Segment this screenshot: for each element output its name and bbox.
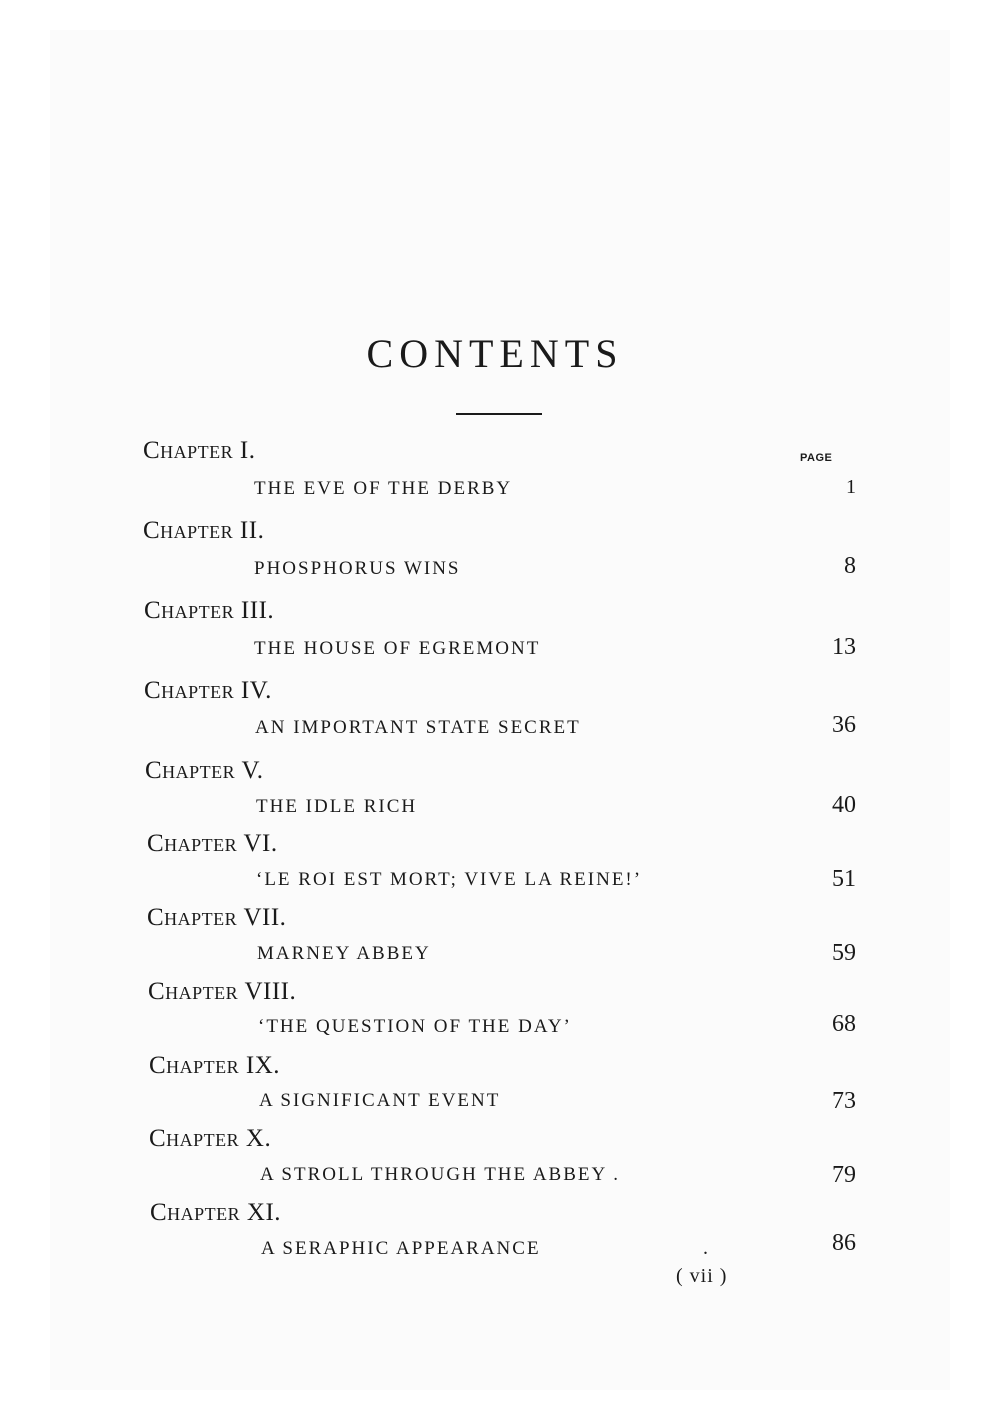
chapter-title: THE HOUSE OF EGREMONT <box>254 638 541 659</box>
chapter-title: AN IMPORTANT STATE SECRET <box>255 717 581 738</box>
chapter-title: ‘LE ROI EST MORT; VIVE LA REINE!’ <box>256 869 643 890</box>
chapter-page-number: 68 <box>832 1011 856 1037</box>
chapter-heading: Chapter IV. <box>144 677 272 704</box>
chapter-page-number: 40 <box>832 792 856 818</box>
chapter-page-number: 86 <box>832 1230 856 1256</box>
chapter-page-number: 73 <box>832 1088 856 1114</box>
chapter-heading: Chapter VIII. <box>148 978 297 1005</box>
chapter-title: MARNEY ABBEY <box>257 943 431 964</box>
chapter-title: A STROLL THROUGH THE ABBEY . <box>260 1164 621 1185</box>
chapter-heading: Chapter VI. <box>147 830 278 857</box>
folio-page-number: ( vii ) <box>676 1265 728 1287</box>
chapter-title: PHOSPHORUS WINS <box>254 558 461 579</box>
chapter-title: THE EVE OF THE DERBY <box>254 478 513 499</box>
chapter-title: ‘THE QUESTION OF THE DAY’ <box>258 1016 572 1037</box>
chapter-page-number: 59 <box>832 940 856 966</box>
page-column-header: PAGE <box>800 452 833 464</box>
page-title: CONTENTS <box>366 331 624 376</box>
chapter-title: A SIGNIFICANT EVENT <box>259 1090 501 1111</box>
chapter-page-number: 8 <box>844 553 856 579</box>
chapter-heading: Chapter XI. <box>150 1199 282 1226</box>
chapter-page-number: 13 <box>832 634 856 660</box>
chapter-page-number: 79 <box>832 1162 856 1188</box>
chapter-heading: Chapter V. <box>145 757 264 784</box>
chapter-heading: Chapter I. <box>143 437 256 464</box>
chapter-heading: Chapter VII. <box>147 904 287 931</box>
chapter-title: THE IDLE RICH <box>256 796 418 817</box>
chapter-heading: Chapter IX. <box>149 1052 281 1079</box>
chapter-page-number: 1 <box>846 476 856 498</box>
chapter-page-number: 51 <box>832 866 856 892</box>
chapter-title: A SERAPHIC APPEARANCE <box>261 1238 541 1259</box>
leader-dot: . <box>703 1237 708 1259</box>
chapter-heading: Chapter III. <box>144 597 275 624</box>
chapter-page-number: 36 <box>832 712 856 738</box>
chapter-heading: Chapter X. <box>149 1125 272 1152</box>
title-rule <box>456 413 542 415</box>
chapter-heading: Chapter II. <box>143 517 265 544</box>
